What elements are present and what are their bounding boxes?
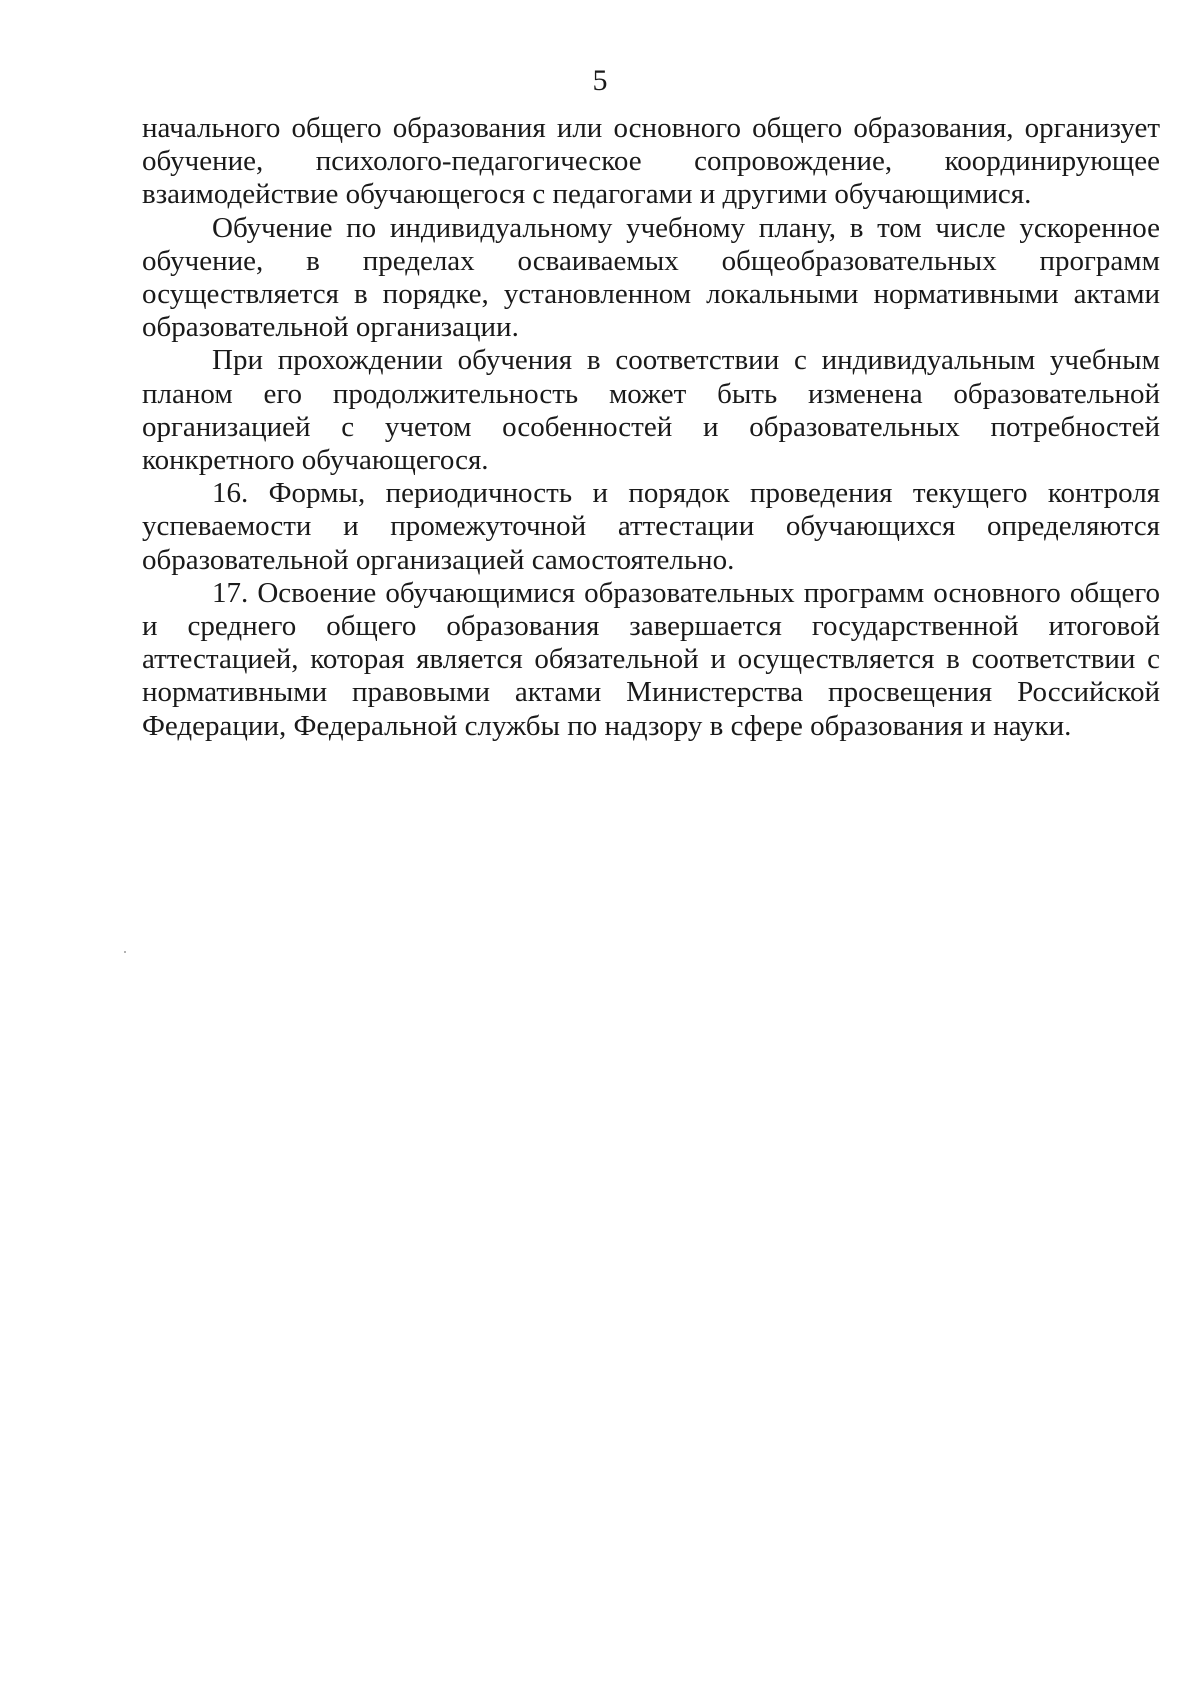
paragraph-continuation: начального общего образования или основного общего образования, организует обучение, психолого-педагогическое сопровождение, координирующее взаимодействие обучающегося с педагогами и другими обучающимися. — [142, 112, 1160, 211]
document-body — [142, 112, 1160, 743]
paragraph-item-17: 17. Освоение обучающимися образовательных программ основного общего и среднего общего образования завершается государственной итоговой аттестацией, которая является обязательной и осуществляется в соответствии с нормативными правовыми актами Министерства просвещения Российской Федерации, Федеральной службы по надзору в сфере образования и науки. — [142, 576, 1160, 742]
scan-artifact — [124, 951, 126, 953]
paragraph-individual-plan: Обучение по индивидуальному учебному плану, в том числе ускоренное обучение, в пределах осваиваемых общеобразовательных программ осуществляется в порядке, установленном локальными нормативными актами образовательной организации. — [142, 211, 1160, 344]
page-number: 5 — [592, 64, 608, 97]
paragraph-duration-change: При прохождении обучения в соответствии с индивидуальным учебным планом его продолжительность может быть изменена образовательной организацией с учетом особенностей и образовательных потребностей конкретного обучающегося. — [142, 344, 1160, 477]
paragraph-item-16: 16. Формы, периодичность и порядок проведения текущего контроля успеваемости и промежуточной аттестации обучающихся определяются образовательной организацией самостоятельно. — [142, 477, 1160, 576]
